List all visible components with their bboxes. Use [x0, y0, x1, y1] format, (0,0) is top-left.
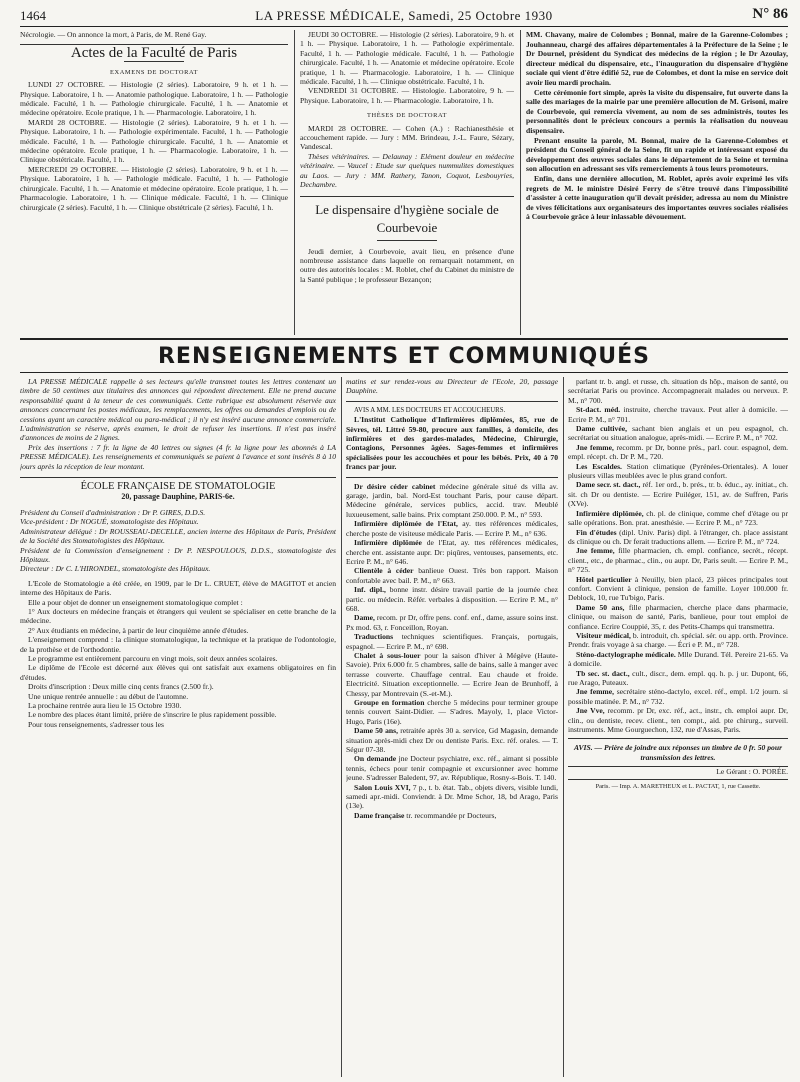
ad-text: médecine générale situé ds villa av. garage, jardin, bal. Nord-Est touchant Paris, pour cause départ. Médecine générale, services publics, accid. trav. Meublé luxueusement, salle bains. Prix comptant 250.000. P. M., n° 593. [346, 481, 558, 519]
ad-text: recomm. pr Dr, bonne prés., parl. cour. espagnol, dem. empl. récept. ch. Dr P. M., 720. [568, 442, 788, 462]
ad-keyword: Dame 50 ans, [354, 726, 398, 736]
classified-ad [568, 546, 788, 574]
ad-text: banlieue Ouest. Très bon rapport. Maison confortable avec bail. P. M., n° 663. [346, 566, 558, 585]
divider [568, 779, 788, 780]
ad-keyword: On demande [354, 754, 397, 764]
exam-lundi: LUNDI 27 OCTOBRE. — Histologie (2 séries). Laboratoire, 9 h. et 1 h. — Physique. Laboratoire, 1 h. — Anatomie pathologique. Laboratoire, 1 h. — Pathologie médicale. Faculté, 1 h. — Pathologie chirurgicale. Faculté, 1 h. — Anatomie et médecine opératoire. Ecole pratique, 1 h. — Pharmacologie. Laboratoire, 1 h. [20, 80, 288, 118]
these-1: MARDI 28 OCTOBRE. — Cohen (A.) : Rachianesthésie et accouchement rapide. — Jury : MM. Brindeau, J.-L. Faure, Sézary, Vandescal. [300, 123, 514, 152]
ad-text: techniques scientifiques. Français, portugais, espagnol. — Ecrire P. M., n° 698. [346, 632, 558, 651]
school-paragraph: 1° Aux docteurs en médecine français et étrangers qui veulent se spécialiser en cette branche de la médecine. [20, 606, 336, 626]
insertion-prices: Prix des insertions : 7 fr. la ligne de 40 lettres ou signes (4 fr. la ligne pour les abonnés à LA PRESSE MÉDICALE). Les renseignements et communiqués se paient à l'avance et sont insérés 8 à 10 jours après la réception de leur montant. [20, 442, 336, 471]
ad-keyword: Dr désire céder cabinet [354, 481, 436, 491]
dispensaire-p1: MM. Chavany, maire de Colombes ; Bonnal, maire de la Garenne-Colombes ; Jouhanneau, chargé des affaires départementales à la Préfecture de la Seine ; le Dr Dournel, président du Syndicat des médecins de la région ; le Dr Azoulay, directeur médical du dispensaire, etc., l'inauguration du dispensaire d'hygiène sociale qui vient d'être édifié 52, rue de Colombes, et dont la mise en service doit avoir lieu mardi prochain. [526, 30, 788, 87]
classified-ad [568, 462, 788, 481]
ad-keyword: Dame cultivée, [576, 424, 627, 434]
school-paragraph: Le nombre des places étant limité, prière de s'inscrire le plus rapidement possible. [28, 710, 277, 720]
ad-keyword: Jne femme, [576, 687, 614, 697]
school-paragraphs [20, 579, 336, 730]
printer-imprint: Paris. — Imp. A. MARETHEUX et L. PACTAT, 1, rue Cassette. [595, 782, 761, 790]
column-rule [294, 30, 295, 335]
ad-text: recomm. pr Dr, exc. réf., act., instr., ch. emploi aupr. Dr, clin., ou dentiste, recev. client., ten compt., aid. pte chirurg., surveil. instruments. Mme Gourguechon, 132, rue d'Assas, Paris. [568, 706, 788, 735]
dispensaire-title: Le dispensaire d'hygiène sociale de Courbevoie [315, 201, 499, 235]
divider [377, 240, 437, 241]
ad-keyword: Sténo-dactylographe médicale. [576, 649, 676, 659]
dispensaire-text: Jeudi dernier, à Courbevoie, avait lieu, en présence d'une nombreuse assistance dans laquelle on remarquait notamment, en outre des autorités locales : M. Roblet, chef du Cabinet du ministre de la Santé publique ; le professeur Bezançon; [300, 246, 514, 284]
school-paragraph: Une unique rentrée annuelle : au début de l'automne. [28, 691, 189, 701]
classified-ad [568, 650, 788, 669]
divider [346, 477, 558, 478]
classified-ad [346, 698, 558, 726]
school-paragraph: La prochaine rentrée aura lieu le 15 Octobre 1930. [28, 701, 182, 710]
school-officers [20, 508, 336, 574]
classified-ad [568, 405, 788, 424]
faculty-section-title: Actes de la Faculté de Paris [70, 45, 238, 62]
ad-keyword: Infirmière diplômée de l'Etat, [354, 519, 458, 529]
school-paragraph: Le diplôme de l'Ecole est décerné aux élèves qui ont satisfait aux examens obligatoires en fin d'études. [20, 663, 336, 682]
school-paragraph: 2° Aux étudiants en médecine, à partir de leur cinquième année d'études. [28, 625, 249, 635]
theses-heading: THÈSES DE DOCTORAT [367, 112, 447, 120]
page-header [20, 6, 788, 26]
school-officer: Directeur : Dr C. L'HIRONDEL, stomatologiste des Hôpitaux. [20, 564, 211, 574]
ad-keyword: Salon Louis XVI, [354, 782, 411, 792]
ad-text: tr. recommandée pr Docteurs, [404, 810, 497, 820]
classified-ad [346, 783, 558, 811]
ad-text: cult., discr., dem. empl. qq. h. p. j ur. Dupont, 66, rue Arago, Puteaux. [568, 668, 788, 687]
ad-text: (dipl. Univ. Paris) dipl. à l'étranger, ch. place assistant ds clinique ou ch. Dr ferait traductions allem. — Ecrire P. M., n° 724. [568, 527, 788, 546]
ad-keyword: St-dact. méd. [576, 405, 621, 415]
classified-ad [346, 519, 558, 538]
classified-ad [568, 669, 788, 688]
classified-ads [346, 482, 558, 821]
classified-ad [568, 480, 788, 508]
divider [20, 477, 336, 478]
ad-keyword: Dame secr. st. dact., [576, 480, 641, 490]
renseignements-banner: RENSEIGNEMENTS ET COMMUNIQUÉS [157, 344, 650, 369]
institut-ad: L'Institut Catholique d'Infirmières diplômées, 85, rue de Sèvres, tél. Littré 59-80, procure aux familles, à domicile, des infirmières et des gardes-malades, Médecine, Chirurgie, Contagions, Personnes âgées. Sages-femmes et infirmières spécialisées pour les accouchées et pour les bébés. Prix, 40 à 70 francs par jour. [346, 415, 558, 472]
dispensaire-continued [526, 30, 788, 335]
ad-text: ch. pl. de clinique, comme chef d'étage ou pr salle opérations. Bon. prat. anesthésie. — Ecrire P. M., n° 723. [568, 508, 788, 528]
ad-keyword: Visiteur médical, [576, 630, 631, 640]
ads-column-1 [346, 377, 558, 1077]
gerant-signature: Le Gérant : O. PORÉE. [716, 767, 788, 777]
classified-ad [568, 377, 788, 405]
ad-text: à Neuilly, bien placé, 23 pièces principales tout confort. Convient à clinique, pension de famille. Loyer 100.000 fr. Deblock, 10, rue Tu'bigo, Paris. [568, 574, 788, 603]
avis-timbre: AVIS. — Prière de joindre aux réponses un timbre de 0 fr. 50 pour transmission des lettres. [573, 743, 783, 762]
ad-text: parlant tr. b. angl. et russe, ch. situation ds hôp., maison de santé, ou secrétariat Paris ou province. Accompagnerait malades ou nerveux. P. M., n° 700. [568, 377, 788, 405]
school-continued: matins et sur rendez-vous au Directeur de l'Ecole, 20, passage Dauphine. [346, 377, 558, 396]
exam-mardi: MARDI 28 OCTOBRE. — Histologie (2 séries). Laboratoire, 9 h. et 1 h. — Physique. Laboratoire, 1 h. — Pathologie expérimentale. Faculté, 1 h. — Pathologie médicale. Faculté, 1 h. — Pathologie chirurgicale. Faculté, 1 h. — Anatomie et médecine opératoire. Ecole pratique, 1 h. — Pharmacologie. Laboratoire, 1 h. — Clinique obstétricale. Faculté, 1 h. [20, 117, 288, 165]
column-rule [563, 377, 564, 1077]
ad-keyword: Hôtel particulier [576, 574, 632, 584]
classified-ad [346, 613, 558, 632]
newspaper-title: LA PRESSE MÉDICALE, Samedi, 25 Octobre 1930 [255, 8, 553, 23]
school-paragraph: L'Ecole de Stomatologie a été créée, en 1909, par le Dr L. CRUET, élève de MAGITOT et ancien interne des Hôpitaux de Paris. [20, 578, 336, 598]
header-rule [20, 26, 788, 27]
column-rule [520, 30, 521, 335]
classified-ad [346, 726, 558, 754]
ad-text: sachant bien anglais et un peu espagnol, ch. secrétariat ou situation analogue, après-midi. — Ecrire P. M., n° 702. [568, 424, 788, 443]
ad-keyword: Tb sec. st. dact., [576, 668, 630, 678]
classified-ad [568, 509, 788, 528]
necrologie-note: Nécrologie. — On annonce la mort, à Paris, de M. René Gay. [20, 30, 207, 39]
divider [300, 196, 514, 197]
faculty-column [20, 30, 288, 335]
school-officer: Président de la Commission d'enseignement : Dr P. NESPOULOUS, D.D.S., stomatologiste des Hôpitaux. [20, 545, 336, 564]
divider [568, 738, 788, 739]
ad-text: Mlle Durand. Tél. Pereire 21-65. Va à domicile. [568, 649, 788, 669]
dispensaire-p2: Cette cérémonie fort simple, après la visite du dispensaire, fut ouverte dans la salle des mariages de la mairie par une première allocution de M. Grisoni, maire de Courbevoie, qui remercia vivement, au nom de ses administrés, toutes les personnalités dont le précieux concours a permis la réalisation du nouveau dispensaire. [526, 87, 788, 135]
banner-rule-top [20, 338, 788, 340]
ad-text: cherche 5 médecins pour terminer groupe tennis couvert Saint-Didier. — S'adres. Mayoly, 1, place Victor-Hugo, Paris (16e). [346, 698, 558, 726]
page-number: 1464 [20, 8, 46, 23]
ad-text: jne Docteur psychiatre, exc. réf., aimant si possible tennis, échecs pour tenir compagnie et excursionner avec homme jeune. S'adresser Baledent, 97, av. République, Rosny-s-Bois. T. 140. [346, 754, 558, 783]
ad-keyword: Dame française [354, 810, 405, 820]
school-paragraph: Elle a pour objet de donner un enseignement stomatologique complet : [28, 597, 243, 607]
ad-keyword: Inf. dipl., [354, 585, 386, 595]
classified-ad [568, 443, 788, 462]
ad-text: ay. ttes références médicales, cherche poste de visiteuse médicale Paris. — Ecrire P. M., n° 636. [346, 519, 558, 538]
ad-keyword: Jne femme, [576, 442, 614, 452]
avis-heading: AVIS A MM. LES DOCTEURS ET ACCOUCHEURS. [354, 406, 506, 414]
ad-keyword: Jne femme, [576, 546, 615, 556]
ad-keyword: Chalet à sous-louer [354, 650, 421, 660]
classified-ad [568, 575, 788, 603]
ad-text: retraitée après 30 a. service, Gd Magasin, demande situation après-midi chez Dr ou dentiste Paris. Exc. réf. orales. — T. Ségur 07-38. [346, 726, 558, 755]
divider [346, 401, 558, 402]
ad-keyword: Clientèle à céder [354, 566, 414, 576]
school-paragraph: Pour tous renseignements, s'adresser tous les [28, 719, 164, 729]
these-2: Thèses vétérinaires. — Delaunay : Elément douleur en médecine vétérinaire. — Vaucel : Etude sur quelques nummulites domestiques au Laos. — Jury : MM. Rathery, Tanon, Coquot, Lesbouyries, Dechambre. [300, 151, 514, 190]
classified-ads [568, 377, 788, 734]
school-paragraph: Droits d'inscription : Deux mille cinq cents francs (2.500 fr.). [28, 682, 214, 692]
ad-keyword: Dame 50 ans, [576, 602, 625, 612]
school-paragraph: L'enseignement comprend : la clinique stomatologique, la technique et la pratique de l'odontologie, de la prothèse et de l'orthodontie. [20, 635, 336, 654]
classified-ad [346, 566, 558, 585]
ad-text: réf. 1er ord., b. prés., tr. b. éduc., ay. initiat., ch. sit. ch Dr ou dentiste. — Ecrire Puiléger, 151, av. de Suffren, Paris (XVe). [568, 480, 788, 509]
school-officer: Administrateur délégué : Dr ROUSSEAU-DECELLE, ancien interne des Hôpitaux de Paris, Président de la Société des Stomatologistes des Hôpitaux. [20, 526, 336, 546]
exam-vendredi: VENDREDI 31 OCTOBRE. — Histologie. Laboratoire, 9 h. — Physique. Laboratoire, 1 h. — Pharmacologie. Laboratoire, 1 h. [300, 86, 514, 105]
ad-keyword: Traductions [354, 632, 394, 642]
classified-ad [346, 811, 558, 820]
ad-text: Station climatique (Pyrénées-Orientales). A louer plusieurs villas meublées avec le plus grand confort. [568, 461, 788, 481]
ad-text: secrétaire sténo-dactylo, excel. réf., empl. 1/2 journ. si possible matinée. P. M., n° 732. [568, 687, 788, 706]
ad-keyword: Groupe en formation [354, 698, 425, 707]
classified-ad [346, 651, 558, 698]
ad-keyword: Jne Vve, [576, 706, 605, 716]
dispensaire-p4: Enfin, dans une dernière allocution, M. Roblet, après avoir exprimé les vifs regrets de M. le ministre Désiré Ferry de s'être trouvé dans l'impossibilité d'assister à cette inauguration qu'il devait présider, adressa au nom du Ministre de vives félicitations aux organisateurs des importantes œuvres sociales réalisées à Courbevoie grâce à leur inlassable dévouement. [526, 173, 788, 222]
classified-ad [568, 631, 788, 650]
classified-ad [346, 632, 558, 651]
classified-ad [568, 424, 788, 443]
column-rule [341, 377, 342, 1077]
ad-text: bonne instr. désire travail partie de la journée chez partic. ou médecin. Référ. verbales à disposition. — Ecrire P. M., n° 668. [346, 585, 558, 613]
ad-keyword: Fin d'études [576, 527, 617, 537]
classified-ad [568, 706, 788, 734]
school-paragraph: Le programme est entièrement parcouru en vingt mois, soit deux années scolaires. [28, 653, 278, 663]
issue-number: N° 86 [752, 6, 788, 22]
classified-ad [568, 603, 788, 631]
classified-ad [346, 585, 558, 613]
press-notice: LA PRESSE MÉDICALE rappelle à ses lecteurs qu'elle transmet toutes les lettres contenant un timbre de 50 centimes aux titulaires des annonces qui répondent directement. Elle ne prend aucune responsabilité quant à la teneur de ces communiqués. Cette rubrique est absolument réservée aux annonces concernant les postes médicaux, les remplacements, les offres ou demandes d'emplois ou de cessions ayant un caractère médical ou para-médical ; il n'y est inséré aucune annonce commerciale. L'administration se réserve, après examen, le droit de refuser les insertions. Il n'est pas inséré d'annonces de moins de 2 lignes. [20, 377, 336, 443]
ad-text: recom. pr Dr, offre pens. conf. enf., dame, assure soins inst. Px mod. 63, r. Fonceillon, Royan. [346, 613, 558, 632]
exam-mercredi: MERCREDI 29 OCTOBRE. — Histologie (2 séries). Laboratoire, 9 h. et 1 h. — Physique. Laboratoire, 1 h. — Pathologie médicale. Faculté, 1 h. — Pathologie chirurgicale. Faculté, 1 h. — Anatomie et médecine opératoire. Ecole pratique, 1 h. — Pharmacologie. Laboratoire, 1 h. — Clinique médicale. Faculté, 1 h. — Clinique chirurgicale (2 séries). Faculté, 1 h. — Clinique obstétricale (2 séries). Faculté, 1 h. [20, 164, 288, 212]
ad-text: 7 p., t. b. état. Tab., objets divers, visible lundi, samedi apr.-midi. Conviendr. à Dr. Mme Schor, 18, bd Arago, Paris (13e). [346, 782, 558, 811]
ad-text: b. introduit, ch. spécial. sér. ou app. orth. Province. Prendr. frais voyage à sa charge. — Écri e P. M., n° 728. [568, 630, 788, 650]
ad-keyword: Infirmière diplômée, [576, 508, 644, 518]
ad-text: fille pharmacien, cherche place dans pharmacie, clinique, ou maison de santé, Paris, banlieue, pour tout emploi de confiance. Ecrire Couppié, 35, r. des Petits-Champs qui transmettra. [568, 602, 788, 631]
school-officer: Président du Conseil d'administration : Dr P. GIRES, D.D.S. [20, 507, 206, 517]
ad-keyword: Les Escaldes. [576, 461, 622, 471]
classified-ad [568, 687, 788, 706]
school-column [20, 377, 336, 1077]
ad-keyword: Dame, [354, 613, 375, 623]
theses-column [300, 30, 514, 335]
ad-text: instruite, cherche travaux. Peut aller à domicile. — Ecrire P. M., n° 701. [568, 405, 788, 424]
school-title: ÉCOLE FRANÇAISE DE STOMATOLOGIE [80, 481, 276, 493]
classified-ad [346, 754, 558, 782]
ad-text: fille pharmacien, ch. empl. confiance, secrét., récept. client., etc., de pharmac., clin., ou aupr. Dr, Paris seult. — Ecrire P. M., n° 725. [568, 546, 788, 575]
ad-text: pour la saison d'hiver à Mégève (Haute-Savoie). Prix 6.000 fr. 5 chambres, salle de bains, salle à manger avec terrasse couverte. Chauffage central. Eau chaude et froide. Electricité. Situation exceptionnelle. — Ecrire Jean de Brunhoff, à Chessy, par Montrevain (S.-et-M.). [346, 650, 558, 698]
ad-text: de l'Etat, ay. ttes références médicales, cherche ent. assistante aupr. Dr: piqûres, ventouses, pansements, etc. Ecrire P. M., n° 646. [346, 538, 558, 566]
banner-rule-bottom [20, 372, 788, 373]
classified-ad [346, 538, 558, 566]
dispensaire-p3: Prenant ensuite la parole, M. Bonnal, maire de la Garenne-Colombes et président du Conseil général de la Seine, fit un rapide et intéressant exposé du développement des œuvres sociales dans le département de la Seine et termina son allocution en adressant ses vifs remerciements à tous leurs promoteurs. [526, 135, 788, 174]
classified-ad [346, 482, 558, 520]
ad-keyword: Infirmière diplômée [354, 538, 422, 548]
school-officer: Vice-président : Dr NOGUÉ, stomatologiste des Hôpitaux. [20, 517, 199, 527]
exam-jeudi: JEUDI 30 OCTOBRE. — Histologie (2 séries). Laboratoire, 9 h. et 1 h. — Physique. Laboratoire, 1 h. — Pathologie expérimentale. Faculté, 1 h. — Pathologie médicale. Faculté, 1 h. — Pathologie chirurgicale. Faculté, 1 h. — Anatomie et médecine opératoire. Ecole pratique, 1 h. — Pharmacologie. Laboratoire, 1 h. — Clinique médicale. Faculté, 1 h. — Clinique obstétricale. Faculté, 1 h. [300, 30, 514, 87]
classified-ad [568, 528, 788, 547]
ads-column-2 [568, 377, 788, 1077]
exam-heading: EXAMENS DE DOCTORAT [110, 68, 198, 76]
school-address: 20, passage Dauphine, PARIS-6e. [121, 492, 235, 502]
